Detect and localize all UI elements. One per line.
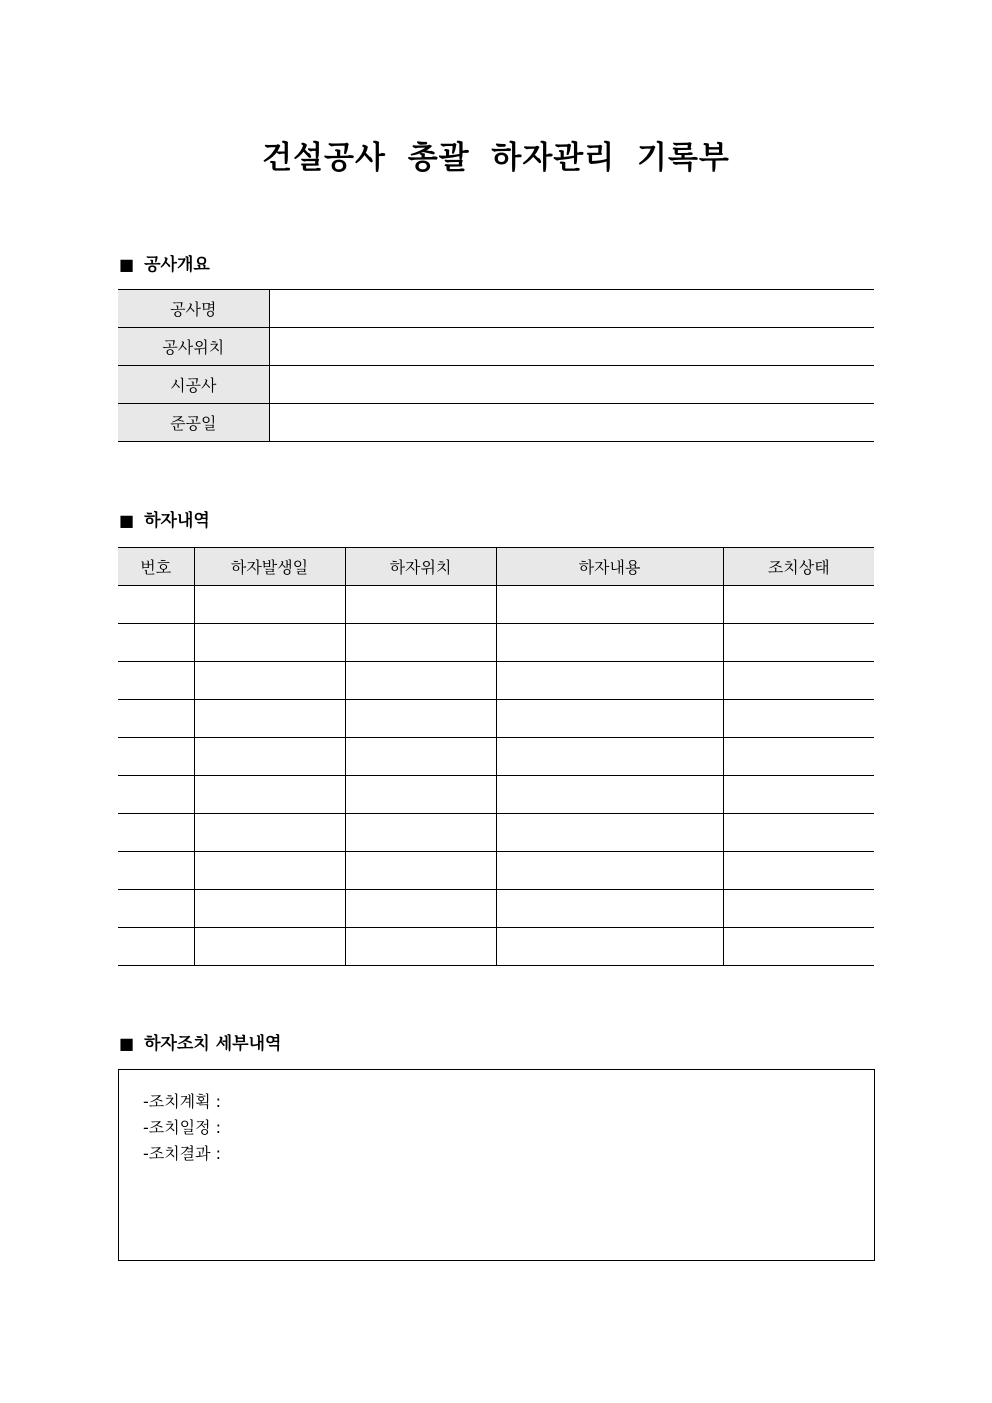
table-cell[interactable] (194, 928, 345, 966)
table-cell[interactable] (194, 662, 345, 700)
table-cell[interactable] (118, 586, 194, 624)
table-cell[interactable] (496, 586, 723, 624)
overview-value-field[interactable] (269, 366, 874, 404)
table-cell[interactable] (194, 700, 345, 738)
table-cell[interactable] (345, 928, 496, 966)
details-box[interactable] (118, 1069, 875, 1261)
table-cell[interactable] (118, 890, 194, 928)
table-cell[interactable] (723, 586, 874, 624)
table-cell[interactable] (194, 624, 345, 662)
table-cell[interactable] (194, 586, 345, 624)
table-cell[interactable] (496, 700, 723, 738)
table-cell[interactable] (496, 890, 723, 928)
overview-label: 시공사 (118, 366, 269, 404)
document-title: 건설공사 총괄 하자관리 기록부 (262, 140, 730, 176)
overview-row-contractor (118, 366, 874, 404)
column-header-status: 조치상태 (723, 548, 874, 586)
column-header-date: 하자발생일 (194, 548, 345, 586)
table-row (118, 928, 874, 966)
table-row (118, 890, 874, 928)
defects-heading-text: 하자내역 (144, 511, 210, 531)
table-cell[interactable] (345, 738, 496, 776)
table-cell[interactable] (194, 738, 345, 776)
table-cell[interactable] (723, 814, 874, 852)
action-plan-line: -조치계획 : (143, 1092, 222, 1111)
table-row (118, 852, 874, 890)
table-cell[interactable] (345, 586, 496, 624)
table-cell[interactable] (723, 890, 874, 928)
table-row (118, 586, 874, 624)
overview-label: 공사위치 (118, 328, 269, 366)
table-cell[interactable] (118, 624, 194, 662)
table-cell[interactable] (345, 624, 496, 662)
table-row (118, 738, 874, 776)
table-cell[interactable] (723, 738, 874, 776)
overview-heading (119, 255, 210, 275)
table-cell[interactable] (118, 852, 194, 890)
column-header-number: 번호 (118, 548, 194, 586)
overview-label: 준공일 (118, 404, 269, 442)
table-cell[interactable] (118, 776, 194, 814)
table-row (118, 814, 874, 852)
table-cell[interactable] (118, 662, 194, 700)
table-cell[interactable] (345, 662, 496, 700)
overview-row-project-name (118, 290, 874, 328)
table-cell[interactable] (723, 852, 874, 890)
table-cell[interactable] (118, 738, 194, 776)
table-cell[interactable] (118, 928, 194, 966)
table-cell[interactable] (723, 776, 874, 814)
table-cell[interactable] (345, 814, 496, 852)
table-cell[interactable] (194, 852, 345, 890)
table-row (118, 700, 874, 738)
table-row (118, 662, 874, 700)
table-cell[interactable] (345, 852, 496, 890)
defects-table (118, 547, 874, 966)
table-cell[interactable] (496, 738, 723, 776)
table-cell[interactable] (194, 776, 345, 814)
details-heading-text: 하자조치 세부내역 (144, 1034, 282, 1054)
table-cell[interactable] (496, 624, 723, 662)
action-result-line: -조치결과 : (143, 1144, 222, 1163)
table-cell[interactable] (345, 776, 496, 814)
table-cell[interactable] (496, 776, 723, 814)
table-cell[interactable] (496, 662, 723, 700)
table-cell[interactable] (118, 814, 194, 852)
column-header-content: 하자내용 (496, 548, 723, 586)
table-cell[interactable] (496, 928, 723, 966)
overview-value-field[interactable] (269, 290, 874, 328)
overview-row-completion-date (118, 404, 874, 442)
table-cell[interactable] (345, 890, 496, 928)
table-cell[interactable] (194, 814, 345, 852)
action-schedule-line: -조치일정 : (143, 1118, 222, 1137)
table-cell[interactable] (194, 890, 345, 928)
overview-value-field[interactable] (269, 404, 874, 442)
square-bullet-icon: ■ (119, 1034, 135, 1053)
table-cell[interactable] (723, 662, 874, 700)
square-bullet-icon: ■ (119, 255, 135, 274)
table-cell[interactable] (496, 852, 723, 890)
details-heading (119, 1034, 281, 1054)
table-cell[interactable] (723, 700, 874, 738)
table-cell[interactable] (496, 814, 723, 852)
overview-row-location (118, 328, 874, 366)
table-cell[interactable] (118, 700, 194, 738)
overview-table (118, 289, 874, 442)
overview-value-field[interactable] (269, 328, 874, 366)
square-bullet-icon: ■ (119, 511, 135, 530)
table-cell[interactable] (723, 624, 874, 662)
defects-heading (119, 511, 210, 531)
overview-label: 공사명 (118, 290, 269, 328)
column-header-location: 하자위치 (345, 548, 496, 586)
overview-heading-text: 공사개요 (144, 255, 210, 275)
table-cell[interactable] (723, 928, 874, 966)
table-row (118, 776, 874, 814)
table-cell[interactable] (345, 700, 496, 738)
table-row (118, 624, 874, 662)
defects-header-row (118, 548, 874, 586)
